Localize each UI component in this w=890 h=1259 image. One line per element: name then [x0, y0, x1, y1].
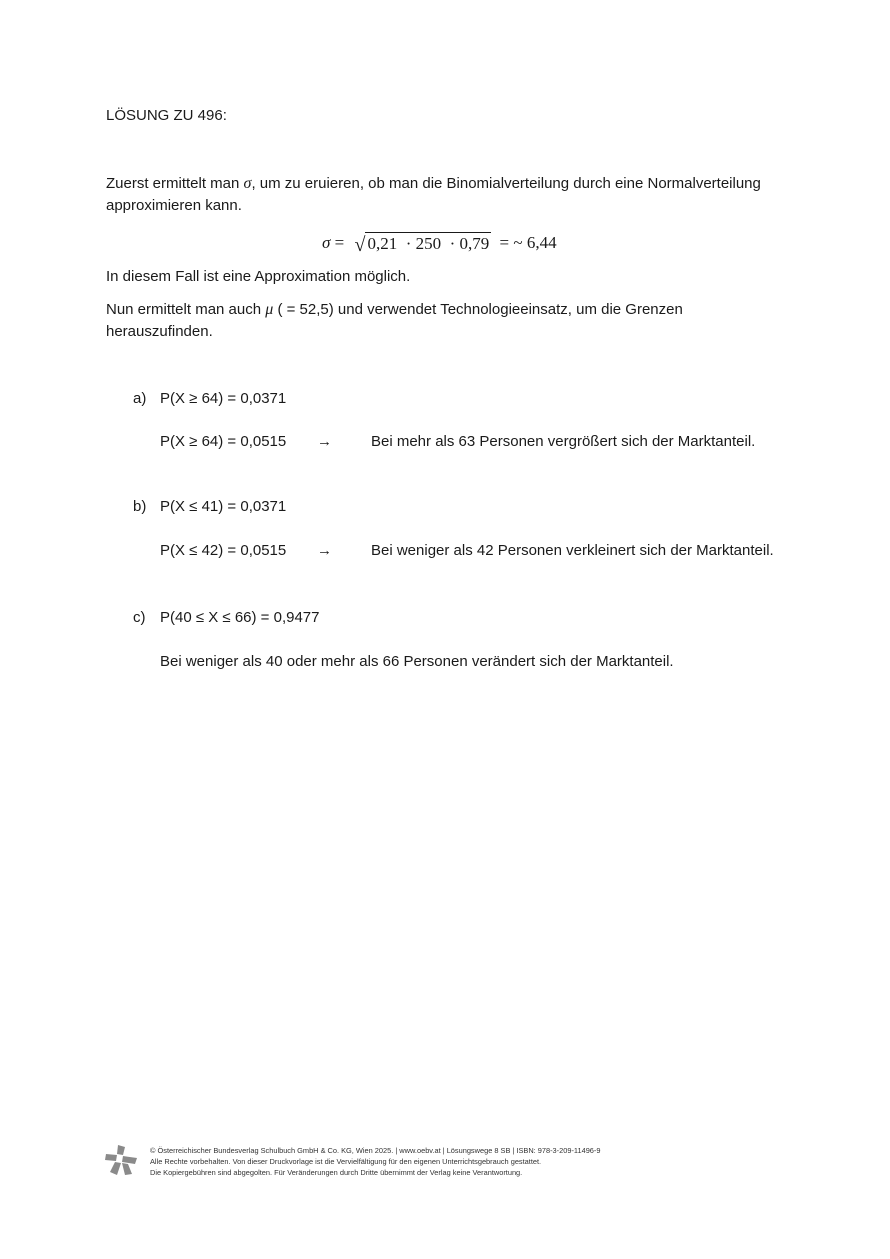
- part-b-label: b): [133, 498, 147, 515]
- part-b-line-1: P(X ≤ 41) = 0,0371: [160, 498, 287, 515]
- part-b-conclusion: Bei weniger als 42 Personen verkleinert sich der Marktanteil.: [371, 542, 774, 559]
- part-a-label: a): [133, 390, 147, 407]
- formula-lhs: σ: [322, 233, 331, 252]
- mu-text-after: ( = 52,5) und verwendet Technologieeinsatz, um die Grenzen: [273, 301, 683, 318]
- mu-line-1: [106, 299, 683, 321]
- mu-text-before: Nun ermittelt man auch: [106, 301, 266, 318]
- arrow-right-icon: →: [317, 433, 332, 450]
- arrow-right-icon: →: [317, 542, 332, 559]
- intro-line-2: approximieren kann.: [106, 197, 242, 214]
- part-a-line-2: P(X ≥ 64) = 0,0515: [160, 433, 287, 450]
- mu-line-2: herauszufinden.: [106, 323, 213, 340]
- square-root: [354, 232, 491, 255]
- approximation-statement: In diesem Fall ist eine Approximation möglich.: [106, 268, 411, 285]
- intro-line-1: [106, 173, 761, 195]
- square-root-icon: √: [354, 234, 366, 256]
- part-c-label: c): [133, 609, 146, 626]
- part-c-conclusion: Bei weniger als 40 oder mehr als 66 Personen verändert sich der Marktanteil.: [160, 653, 674, 670]
- intro-text-after: , um zu eruieren, ob man die Binomialverteilung durch eine Normalverteilung: [251, 175, 761, 192]
- part-b-line-2: P(X ≤ 42) = 0,0515: [160, 542, 287, 559]
- part-a-conclusion: Bei mehr als 63 Personen vergrößert sich der Marktanteil.: [371, 433, 756, 450]
- footer-disclaimer: Die Kopiergebühren sind abgegolten. Für Veränderungen durch Dritte übernimmt der Verlag keine Verantwortung.: [150, 1168, 523, 1177]
- sigma-formula: [322, 229, 557, 257]
- footer-rights: Alle Rechte vorbehalten. Von dieser Druckvorlage ist die Vervielfältigung für den eigenen Unterrichtsgebrauch gestattet.: [150, 1157, 542, 1166]
- mu-symbol: μ: [265, 301, 274, 318]
- formula-result: = ~ 6,44: [495, 233, 557, 252]
- part-a-line-1: P(X ≥ 64) = 0,0371: [160, 390, 287, 407]
- page-heading: LÖSUNG ZU 496:: [106, 107, 227, 124]
- intro-text-before: Zuerst ermittelt man: [106, 175, 244, 192]
- formula-radicand: 0,21 · 250 · 0,79: [367, 233, 490, 253]
- publisher-logo-icon: [104, 1144, 138, 1176]
- sigma-symbol: σ: [243, 175, 252, 192]
- footer-copyright: © Österreichischer Bundesverlag Schulbuch GmbH & Co. KG, Wien 2025. | www.oebv.at | Lösungswege 8 SB | ISBN: 978-3-209-11496-9: [150, 1146, 601, 1155]
- formula-equals: =: [330, 233, 349, 252]
- part-c-line-1: P(40 ≤ X ≤ 66) = 0,9477: [160, 609, 320, 626]
